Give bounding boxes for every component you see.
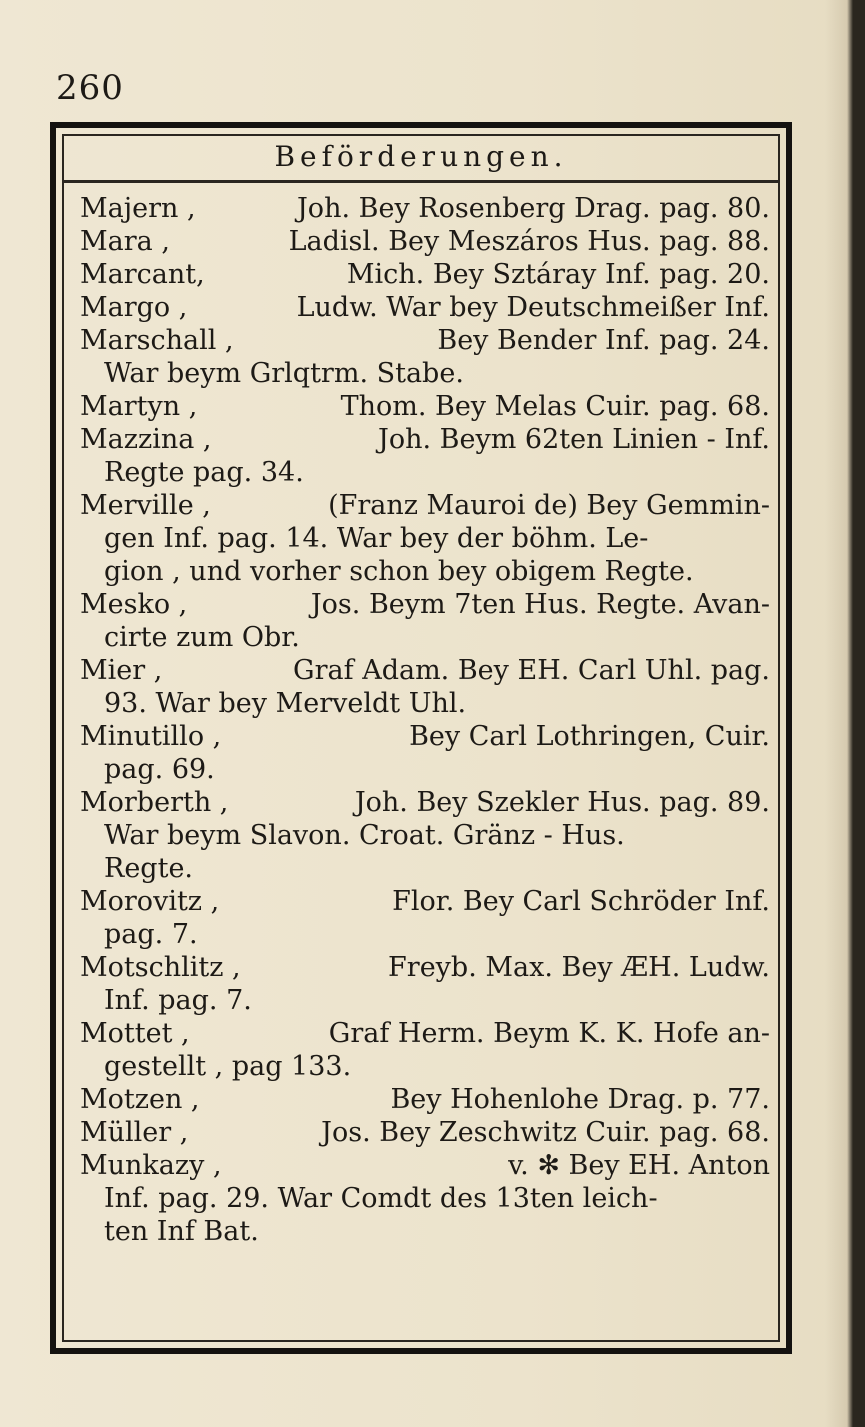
- entry-details: Joh. Bey Szekler Hus. pag. 89.: [354, 787, 770, 818]
- entry: [80, 1116, 770, 1149]
- entry-details: Flor. Bey Carl Schröder Inf.: [392, 886, 770, 917]
- entry-name: Mazzina ,: [80, 424, 212, 455]
- section-title: Beförderungen.: [274, 140, 568, 173]
- entry: [80, 786, 770, 885]
- entry-name: Marschall ,: [80, 325, 234, 356]
- page-number: 260: [56, 68, 124, 108]
- entry: [80, 423, 770, 489]
- entry-name: Majern ,: [80, 193, 196, 224]
- entry-first-line: [80, 588, 770, 621]
- entry-details: Graf Adam. Bey EH. Carl Uhl. pag.: [293, 655, 770, 686]
- entry: [80, 720, 770, 786]
- entry-name: Mara ,: [80, 226, 170, 257]
- entry: [80, 258, 770, 291]
- entry-first-line: [80, 951, 770, 984]
- entry-first-line: [80, 1017, 770, 1050]
- entry-continuation: War beym Grlqtrm. Stabe.: [104, 358, 464, 389]
- entry-first-line: [80, 390, 770, 423]
- entry-continuation: ten Inf Bat.: [104, 1216, 259, 1247]
- entry-details: Jos. Bey Zeschwitz Cuir. pag. 68.: [321, 1117, 770, 1148]
- entry-name: Margo ,: [80, 292, 188, 323]
- entry-first-line: [80, 1116, 770, 1149]
- entry: [80, 192, 770, 225]
- entry-details: Bey Carl Lothringen, Cuir.: [409, 721, 770, 752]
- entry: [80, 654, 770, 720]
- entry-continuation: pag. 7.: [104, 919, 198, 950]
- entry: [80, 489, 770, 588]
- entry: [80, 1017, 770, 1083]
- entry-name: Minutillo ,: [80, 721, 222, 752]
- entry-details: Bey Bender Inf. pag. 24.: [437, 325, 770, 356]
- entry-name: Marcant,: [80, 259, 205, 290]
- entry-details: (Franz Mauroi de) Bey Gemmin-: [328, 490, 770, 521]
- entry-continuation: gen Inf. pag. 14. War bey der böhm. Le-: [104, 523, 649, 554]
- entry: [80, 588, 770, 654]
- entry-continuation: cirte zum Obr.: [104, 622, 300, 653]
- entry-details: Joh. Bey Rosenberg Drag. pag. 80.: [296, 193, 770, 224]
- page-edge-shadow: [825, 0, 865, 1427]
- entry: [80, 225, 770, 258]
- entry-details: Freyb. Max. Bey ÆH. Ludw.: [388, 952, 770, 983]
- entry-first-line: [80, 654, 770, 687]
- entry-continuation: Inf. pag. 29. War Comdt des 13ten leich-: [104, 1183, 658, 1214]
- entry-first-line: [80, 1149, 770, 1182]
- entry-details: v. ✻ Bey EH. Anton: [508, 1150, 770, 1181]
- entry-name: Motschlitz ,: [80, 952, 241, 983]
- entry-first-line: [80, 192, 770, 225]
- entry: [80, 390, 770, 423]
- entry-details: Bey Hohenlohe Drag. p. 77.: [390, 1084, 770, 1115]
- entry-details: Joh. Beym 62ten Linien - Inf.: [378, 424, 770, 455]
- entry-first-line: [80, 324, 770, 357]
- entry: [80, 291, 770, 324]
- entry-continuation: gion , und vorher schon bey obigem Regte.: [104, 556, 694, 587]
- entry-name: Mottet ,: [80, 1018, 190, 1049]
- entry-name: Morberth ,: [80, 787, 229, 818]
- entry: [80, 324, 770, 390]
- entry-details: Ludw. War bey Deutschmeißer Inf.: [296, 292, 770, 323]
- entry-first-line: [80, 786, 770, 819]
- entry-continuation: Inf. pag. 7.: [104, 985, 252, 1016]
- entry-name: Martyn ,: [80, 391, 198, 422]
- entry-name: Mesko ,: [80, 589, 188, 620]
- entry-first-line: [80, 258, 770, 291]
- entry-continuation: Regte.: [104, 853, 194, 884]
- entry-continuation: 93. War bey Merveldt Uhl.: [104, 688, 467, 719]
- entry-first-line: [80, 225, 770, 258]
- entry-first-line: [80, 720, 770, 753]
- entry-first-line: [80, 1083, 770, 1116]
- entry: [80, 951, 770, 1017]
- entry-continuation: War beym Slavon. Croat. Gränz - Hus.: [104, 820, 625, 851]
- entry-name: Munkazy ,: [80, 1150, 222, 1181]
- entry-name: Mier ,: [80, 655, 163, 686]
- entry-details: Jos. Beym 7ten Hus. Regte. Avan-: [310, 589, 770, 620]
- entry-continuation: Regte pag. 34.: [104, 457, 304, 488]
- entry-list: [80, 192, 770, 1248]
- entry-first-line: [80, 489, 770, 522]
- entry-first-line: [80, 885, 770, 918]
- entry-name: Müller ,: [80, 1117, 189, 1148]
- entry: [80, 885, 770, 951]
- entry-name: Morovitz ,: [80, 886, 220, 917]
- heading-divider: [62, 180, 780, 183]
- entry: [80, 1083, 770, 1116]
- entry-first-line: [80, 423, 770, 456]
- entry-details: Thom. Bey Melas Cuir. pag. 68.: [340, 391, 770, 422]
- entry-continuation: gestellt , pag 133.: [104, 1051, 352, 1082]
- entry-name: Motzen ,: [80, 1084, 200, 1115]
- entry-details: Mich. Bey Sztáray Inf. pag. 20.: [346, 259, 770, 290]
- entry-continuation: pag. 69.: [104, 754, 215, 785]
- entry: [80, 1149, 770, 1248]
- entry-details: Graf Herm. Beym K. K. Hofe an-: [328, 1018, 770, 1049]
- entry-name: Merville ,: [80, 490, 211, 521]
- entry-details: Ladisl. Bey Meszáros Hus. pag. 88.: [288, 226, 770, 257]
- entry-first-line: [80, 291, 770, 324]
